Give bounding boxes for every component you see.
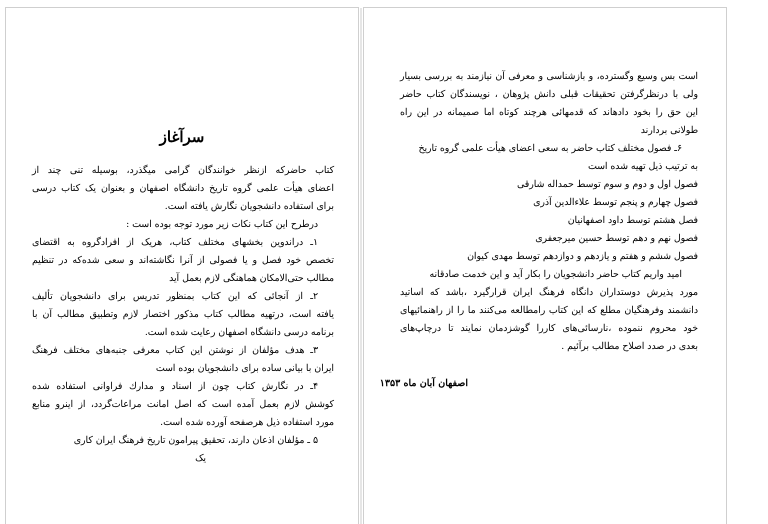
text-line: اعضای هیأت علمی گروه تاریخ دانشگاه اصفهان و بعنوان یک کتاب درسی: [32, 183, 334, 194]
text-line: درطرح این کتاب نکات زیر مورد توجه بوده است :: [126, 219, 318, 230]
text-line: مطالب حتی‌الامکان هماهنگی لازم بعمل آید: [169, 273, 334, 284]
document-page-right: [364, 8, 726, 524]
text-line: تخصص خود فصل و یا فصولی از آنرا نگاشته‌اند و سعی شده‌که در تنظیم: [32, 255, 334, 266]
text-line: این حق را بخود دادهاند که قدمهائی هرچند کوتاه اما صمیمانه در این راه: [400, 107, 698, 118]
text-line: فصول نهم و دهم توسط حسین میرجعفری: [535, 233, 698, 244]
preface-body: [32, 162, 334, 468]
text-line: فصول اول و دوم و سوم توسط حمداله شارقی: [517, 179, 698, 190]
text-line: ولی با درنظرگرفتن تحقیقات قبلی دانش پژوهان ، نویسندگان کتاب حاضر: [400, 89, 698, 100]
text-line: برنامه درسی دانشگاه اصفهان رعایت شده است.: [144, 327, 334, 338]
text-line: امید واریم کتاب حاضر دانشجویان را بکار آید و این خدمت صادقانه: [429, 269, 682, 280]
text-line: ۶ـ فصول مختلف کتاب حاضر به سعی اعضای هیأت علمی گروه تاریخ: [418, 143, 682, 154]
text-line: ۳ـ هدف مؤلفان از نوشتن این کتاب معرفی جنبه‌های مختلف فرهنگ: [32, 345, 318, 356]
text-line: یک: [195, 453, 206, 464]
text-line: خود محروم ننموده ،نارسائی‌های کاررا گوشزدمان نمایند تا درچاپ‌های: [400, 323, 698, 334]
text-line: مورد پذیرش دوستداران دانگاه فرهنگ ایران قرارگیرد ،باشد که اساتید: [400, 287, 698, 298]
preface-continued: [400, 68, 698, 356]
text-line: ۱ـ دراندوین بخشهای مختلف کتاب، هریک از افرادگروه به اقتضای: [32, 237, 318, 248]
text-line: بعدی در صدد اصلاح مطالب برآئیم .: [561, 341, 698, 352]
text-line: کتاب حاضرکه ازنظر خوانندگان گرامی میگذرد، بوسیله تنی چند از: [32, 165, 334, 176]
signature-place-date: اصفهان آبان ماه ۱۳۵۳: [379, 378, 468, 389]
text-line: یافته است، درتهیه مطالب کتاب مذکور اختصار لازم وتطبیق مطالب آن با: [32, 309, 334, 320]
text-line: فصول چهارم و پنجم توسط علاءالدین آذری: [533, 197, 698, 208]
text-line: فصل هشتم توسط داود اصفهانیان: [567, 215, 698, 226]
text-line: ایران با بیانی ساده برای دانشجویان بوده است: [155, 363, 334, 374]
page-divider: [360, 8, 362, 524]
text-line: به ترتیب ذیل تهیه شده است: [587, 161, 698, 172]
text-line: طولانی بردارند: [640, 125, 698, 136]
text-line: برای استفاده دانشجویان نگارش یافته است.: [164, 201, 334, 212]
text-line: است بس وسیع وگسترده، و بازشناسی و معرفی آن نیازمند به بررسی بسیار: [400, 71, 698, 82]
text-line: ۲ـ از آنجائی که این کتاب بمنظور تدریس برای دانشجویان تألیف: [32, 291, 318, 302]
text-line: مورد استفاده ذیل هرصفحه آورده شده است.: [160, 417, 334, 428]
text-line: کوشش لازم بعمل آمده است که اصل امانت مراعات‌گردد، از اینرو منابع: [32, 399, 334, 410]
text-line: ۵ ـ مؤلفان اذعان دارند، تحقیق پیرامون تاریخ فرهنگ ایران کاری: [73, 435, 318, 446]
page-title: سرآغاز: [159, 128, 205, 146]
document-page-left: [6, 8, 358, 524]
text-line: ۴ـ در نگارش کتاب چون از اسناد و مدارك فراوانی استفاده شده: [32, 381, 318, 392]
text-line: دانشمند وفرهنگیان مطلع که این کتاب رامطالعه می‌کنند ما را از راهنمائیهای: [400, 305, 698, 316]
viewer-scroll-area[interactable]: [736, 0, 768, 524]
text-line: فصول ششم و هفتم و یازدهم و دوازدهم توسط مهدی کیوان: [467, 251, 698, 262]
